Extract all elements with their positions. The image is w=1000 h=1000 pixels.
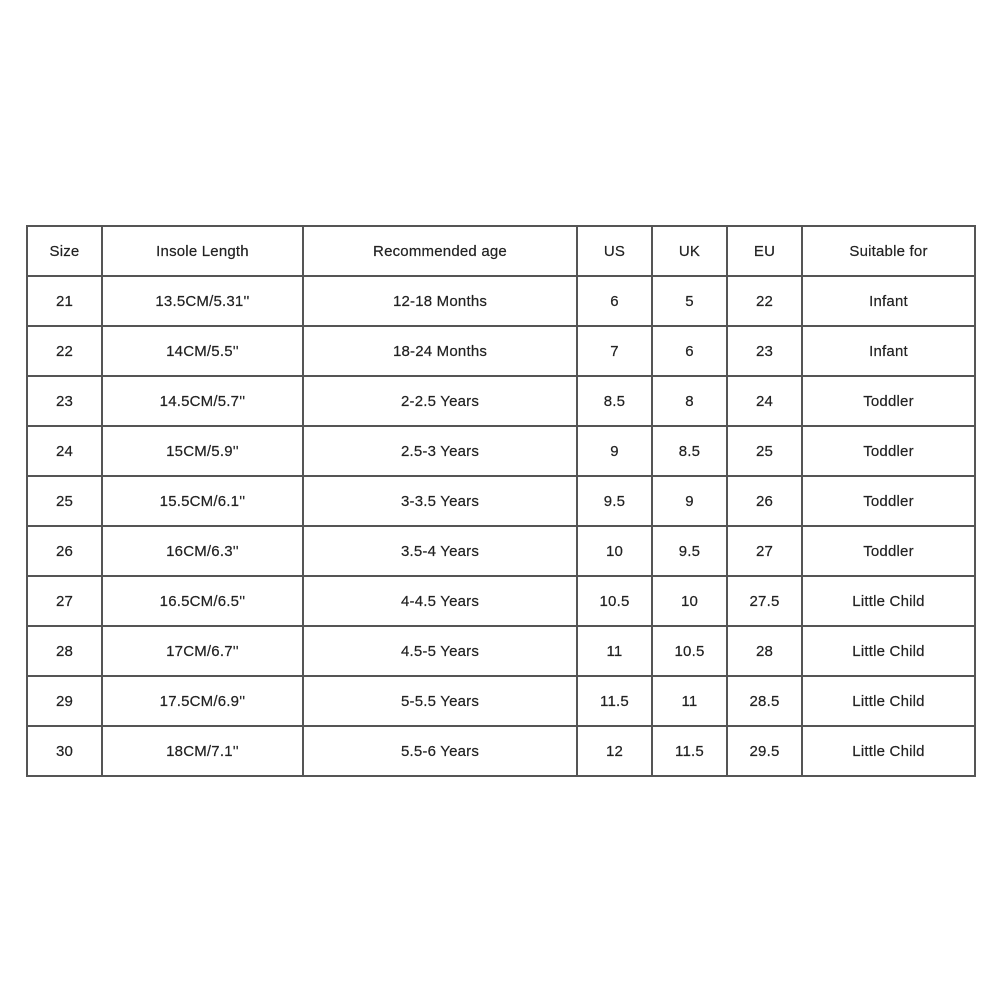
eu-size-cell: 27 [727,526,802,576]
insole-length-cell: 15.5CM/6.1'' [102,476,303,526]
suitable-for-cell: Little Child [802,576,975,626]
insole-length-cell: 17CM/6.7'' [102,626,303,676]
eu-size-cell: 23 [727,326,802,376]
suitable-for-cell: Infant [802,276,975,326]
uk-size-cell: 9.5 [652,526,727,576]
header-recommended-age: Recommended age [303,226,577,276]
table-row [27,526,975,576]
recommended-age-cell: 3-3.5 Years [303,476,577,526]
insole-length-cell: 16CM/6.3'' [102,526,303,576]
us-size-cell: 11.5 [577,676,652,726]
insole-length-cell: 16.5CM/6.5'' [102,576,303,626]
uk-size-cell: 10 [652,576,727,626]
us-size-cell: 10 [577,526,652,576]
eu-size-cell: 22 [727,276,802,326]
size-cell: 27 [27,576,102,626]
table-row [27,276,975,326]
recommended-age-cell: 3.5-4 Years [303,526,577,576]
size-cell: 24 [27,426,102,476]
us-size-cell: 10.5 [577,576,652,626]
suitable-for-cell: Infant [802,326,975,376]
us-size-cell: 8.5 [577,376,652,426]
recommended-age-cell: 4-4.5 Years [303,576,577,626]
uk-size-cell: 9 [652,476,727,526]
uk-size-cell: 8.5 [652,426,727,476]
eu-size-cell: 25 [727,426,802,476]
insole-length-cell: 17.5CM/6.9'' [102,676,303,726]
eu-size-cell: 27.5 [727,576,802,626]
suitable-for-cell: Little Child [802,676,975,726]
recommended-age-cell: 18-24 Months [303,326,577,376]
header-suitable-for: Suitable for [802,226,975,276]
table-row [27,626,975,676]
header-us: US [577,226,652,276]
suitable-for-cell: Little Child [802,726,975,776]
header-eu: EU [727,226,802,276]
suitable-for-cell: Toddler [802,526,975,576]
table-body [27,276,975,776]
eu-size-cell: 26 [727,476,802,526]
suitable-for-cell: Toddler [802,376,975,426]
uk-size-cell: 8 [652,376,727,426]
table-row [27,426,975,476]
size-cell: 29 [27,676,102,726]
uk-size-cell: 11 [652,676,727,726]
uk-size-cell: 6 [652,326,727,376]
recommended-age-cell: 5.5-6 Years [303,726,577,776]
recommended-age-cell: 5-5.5 Years [303,676,577,726]
uk-size-cell: 11.5 [652,726,727,776]
recommended-age-cell: 2.5-3 Years [303,426,577,476]
size-chart-table [26,225,976,777]
size-cell: 28 [27,626,102,676]
size-cell: 21 [27,276,102,326]
uk-size-cell: 10.5 [652,626,727,676]
size-cell: 25 [27,476,102,526]
header-insole-length: Insole Length [102,226,303,276]
header-uk: UK [652,226,727,276]
header-size: Size [27,226,102,276]
us-size-cell: 9 [577,426,652,476]
table-row [27,676,975,726]
insole-length-cell: 14CM/5.5'' [102,326,303,376]
recommended-age-cell: 12-18 Months [303,276,577,326]
eu-size-cell: 24 [727,376,802,426]
size-cell: 22 [27,326,102,376]
size-cell: 26 [27,526,102,576]
us-size-cell: 12 [577,726,652,776]
size-cell: 23 [27,376,102,426]
table-row [27,476,975,526]
suitable-for-cell: Little Child [802,626,975,676]
us-size-cell: 11 [577,626,652,676]
suitable-for-cell: Toddler [802,476,975,526]
size-cell: 30 [27,726,102,776]
suitable-for-cell: Toddler [802,426,975,476]
recommended-age-cell: 2-2.5 Years [303,376,577,426]
table-row [27,726,975,776]
us-size-cell: 6 [577,276,652,326]
insole-length-cell: 18CM/7.1'' [102,726,303,776]
insole-length-cell: 14.5CM/5.7'' [102,376,303,426]
insole-length-cell: 13.5CM/5.31'' [102,276,303,326]
insole-length-cell: 15CM/5.9'' [102,426,303,476]
header-row [27,226,975,276]
table-row [27,326,975,376]
table-row [27,376,975,426]
eu-size-cell: 28 [727,626,802,676]
us-size-cell: 9.5 [577,476,652,526]
us-size-cell: 7 [577,326,652,376]
eu-size-cell: 29.5 [727,726,802,776]
uk-size-cell: 5 [652,276,727,326]
table-row [27,576,975,626]
recommended-age-cell: 4.5-5 Years [303,626,577,676]
eu-size-cell: 28.5 [727,676,802,726]
